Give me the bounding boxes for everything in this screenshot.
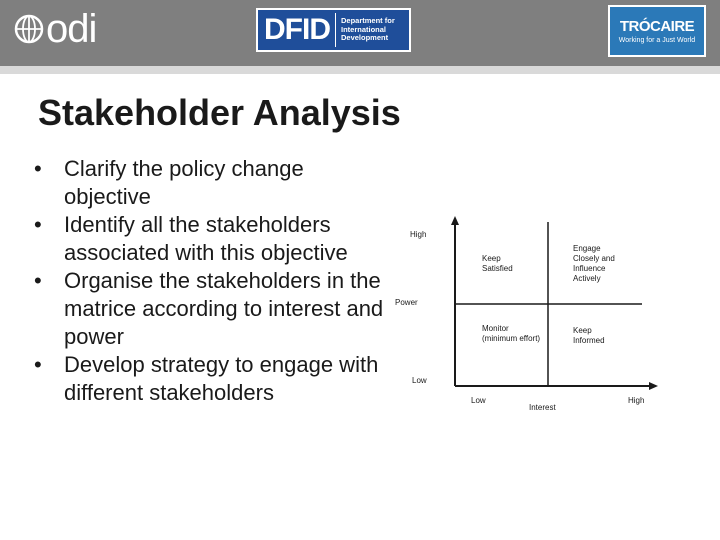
quadrant-monitor bbox=[482, 324, 540, 344]
trocaire-name: TRÓCAIRE bbox=[619, 18, 695, 35]
globe-icon bbox=[14, 14, 44, 44]
quadrant-line: Keep bbox=[573, 326, 592, 335]
y-high-label: High bbox=[410, 230, 427, 239]
quadrant-line: Informed bbox=[573, 336, 605, 345]
quadrant-line: Engage bbox=[573, 244, 601, 253]
dfid-logo bbox=[256, 8, 411, 52]
dfid-line: Department for bbox=[341, 16, 395, 26]
bullet-text: Organise the stakeholders in the matrice according to interest and power bbox=[64, 268, 384, 349]
bullet-dot: • bbox=[34, 268, 42, 293]
odi-logo-text: odi bbox=[46, 7, 97, 51]
dfid-acronym: DFID bbox=[264, 13, 330, 46]
y-low-label: Low bbox=[412, 376, 427, 385]
bullet-item bbox=[30, 351, 390, 407]
quadrant-line: Satisfied bbox=[482, 264, 513, 273]
bullet-item bbox=[30, 211, 390, 267]
bullet-list bbox=[30, 155, 390, 407]
header-divider bbox=[0, 66, 720, 74]
quadrant-keep-informed bbox=[573, 326, 605, 346]
x-high-label: High bbox=[628, 396, 645, 405]
quadrant-line: Closely and bbox=[573, 254, 615, 263]
quadrant-line: Keep bbox=[482, 254, 501, 263]
dfid-line: International bbox=[341, 24, 387, 34]
slide-title: Stakeholder Analysis bbox=[38, 92, 401, 133]
dfid-line: Development bbox=[341, 33, 389, 43]
odi-logo bbox=[14, 8, 96, 50]
dfid-department-name bbox=[341, 17, 395, 43]
trocaire-logo bbox=[608, 5, 706, 57]
bullet-dot: • bbox=[34, 212, 42, 237]
y-axis-arrowhead bbox=[451, 216, 459, 225]
quadrant-engage-closely bbox=[573, 244, 615, 284]
bullet-text: Identify all the stakeholders associated with this objective bbox=[64, 212, 348, 265]
quadrant-line: Influence bbox=[573, 264, 606, 273]
dfid-separator bbox=[335, 13, 336, 47]
bullet-dot: • bbox=[34, 156, 42, 181]
quadrant-keep-satisfied bbox=[482, 254, 513, 274]
bullet-text: Develop strategy to engage with different stakeholders bbox=[64, 352, 379, 405]
x-low-label: Low bbox=[471, 396, 486, 405]
trocaire-tagline: Working for a Just World bbox=[618, 37, 696, 44]
bullet-text: Clarify the policy change objective bbox=[64, 156, 304, 209]
x-axis-arrowhead bbox=[649, 382, 658, 390]
bullet-dot: • bbox=[34, 352, 42, 377]
quadrant-line: Monitor bbox=[482, 324, 509, 333]
bullet-item bbox=[30, 267, 390, 351]
quadrant-line: (minimum effort) bbox=[482, 334, 541, 343]
bullet-item bbox=[30, 155, 390, 211]
quadrant-line: Actively bbox=[573, 274, 601, 283]
y-axis-label: Power bbox=[395, 298, 418, 307]
x-axis-label: Interest bbox=[529, 403, 556, 412]
